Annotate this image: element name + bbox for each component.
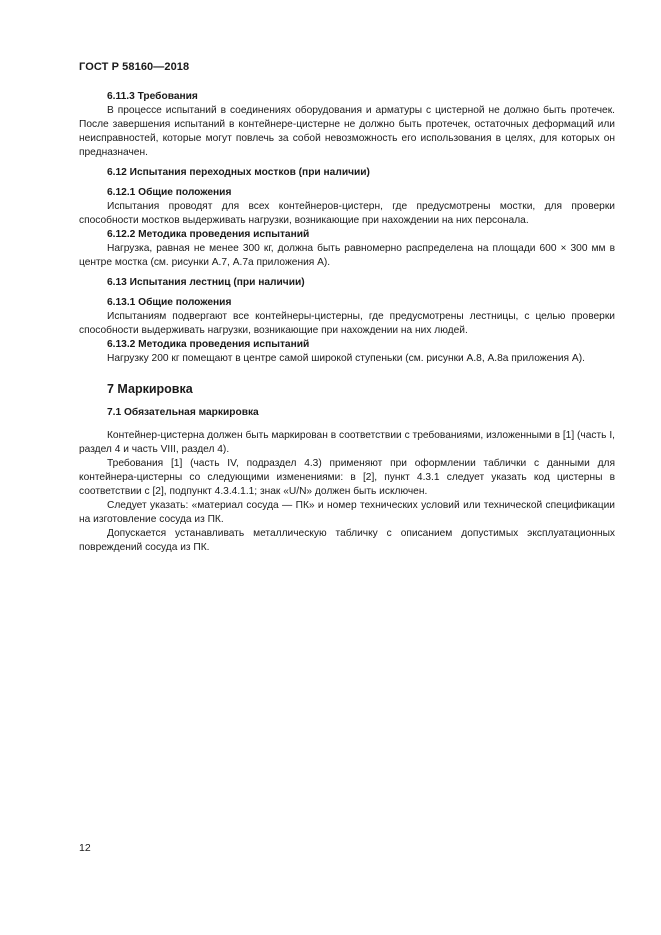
section-title-7: 7 Маркировка xyxy=(107,382,193,396)
heading-6-13: 6.13 Испытания лестниц (при наличии) xyxy=(107,277,305,288)
document-header: ГОСТ Р 58160—2018 xyxy=(79,61,190,73)
paragraph-6-13-2: Нагрузку 200 кг помещают в центре самой широкой ступеньки (см. рисунки А.8, А.8а приложения А). xyxy=(107,353,585,364)
spacer xyxy=(79,366,615,375)
paragraph-6-13-1: Испытаниям подвергают все контейнеры-цистерны, где предусмотрены лестницы, с целью проверки способности выдерживать нагрузки, возникающие при нахождении на них людей. xyxy=(79,311,615,336)
heading-6-12: 6.12 Испытания переходных мостков (при наличии) xyxy=(107,167,370,178)
document-body xyxy=(79,90,615,555)
heading-6-13-2: 6.13.2 Методика проведения испытаний xyxy=(107,339,310,350)
paragraph-6-12-1: Испытания проводят для всех контейнеров-цистерн, где предусмотрены мостки, для проверки способности мостков выдерживать нагрузки, возникающие при нахождении на них персонала. xyxy=(79,201,615,226)
heading-6-13-1: 6.13.1 Общие положения xyxy=(107,297,232,308)
heading-6-11-3: 6.11.3 Требования xyxy=(107,91,198,102)
spacer xyxy=(79,420,615,429)
paragraph-7-1-d: Допускается устанавливать металлическую табличку с описанием допустимых эксплуатационных повреждений сосуда из ПК. xyxy=(79,528,615,553)
page-number: 12 xyxy=(79,842,91,854)
heading-6-12-1: 6.12.1 Общие положения xyxy=(107,187,232,198)
spacer xyxy=(79,397,615,406)
paragraph-6-12-2: Нагрузка, равная не менее 300 кг, должна быть равномерно распределена на площади 600 × 300 мм в центре мостка (см. рисунки А.7, А.7а приложения А). xyxy=(79,243,615,268)
heading-7-1: 7.1 Обязательная маркировка xyxy=(107,407,259,418)
heading-6-12-2: 6.12.2 Методика проведения испытаний xyxy=(107,229,310,240)
paragraph-6-11-3: В процессе испытаний в соединениях оборудования и арматуры с цистерной не должно быть протечек. После завершения испытаний в контейнере-цистерне не должно быть протечек, остаточных деформаций или неисправностей, которые могут повлечь за собой невозможность его использования в целях, для которых он предназначен. xyxy=(79,105,615,158)
paragraph-7-1-b: Требования [1] (часть IV, подраздел 4.3) применяют при оформлении таблички с данными для контейнера-цистерны со следующими изменениями: в [2], пункт 4.3.1 следует указать код цистерны в соответствии с [2], подпункт 4.3.4.1.1; знак «U/N» должен быть исключен. xyxy=(79,458,615,497)
paragraph-7-1-a: Контейнер-цистерна должен быть маркирован в соответствии с требованиями, изложенными в [1] (часть I, раздел 4 и часть VIII, раздел 4). xyxy=(79,430,615,455)
paragraph-7-1-c: Следует указать: «материал сосуда — ПК» и номер технических условий или технической спецификации на изготовление сосуда из ПК. xyxy=(79,500,615,525)
